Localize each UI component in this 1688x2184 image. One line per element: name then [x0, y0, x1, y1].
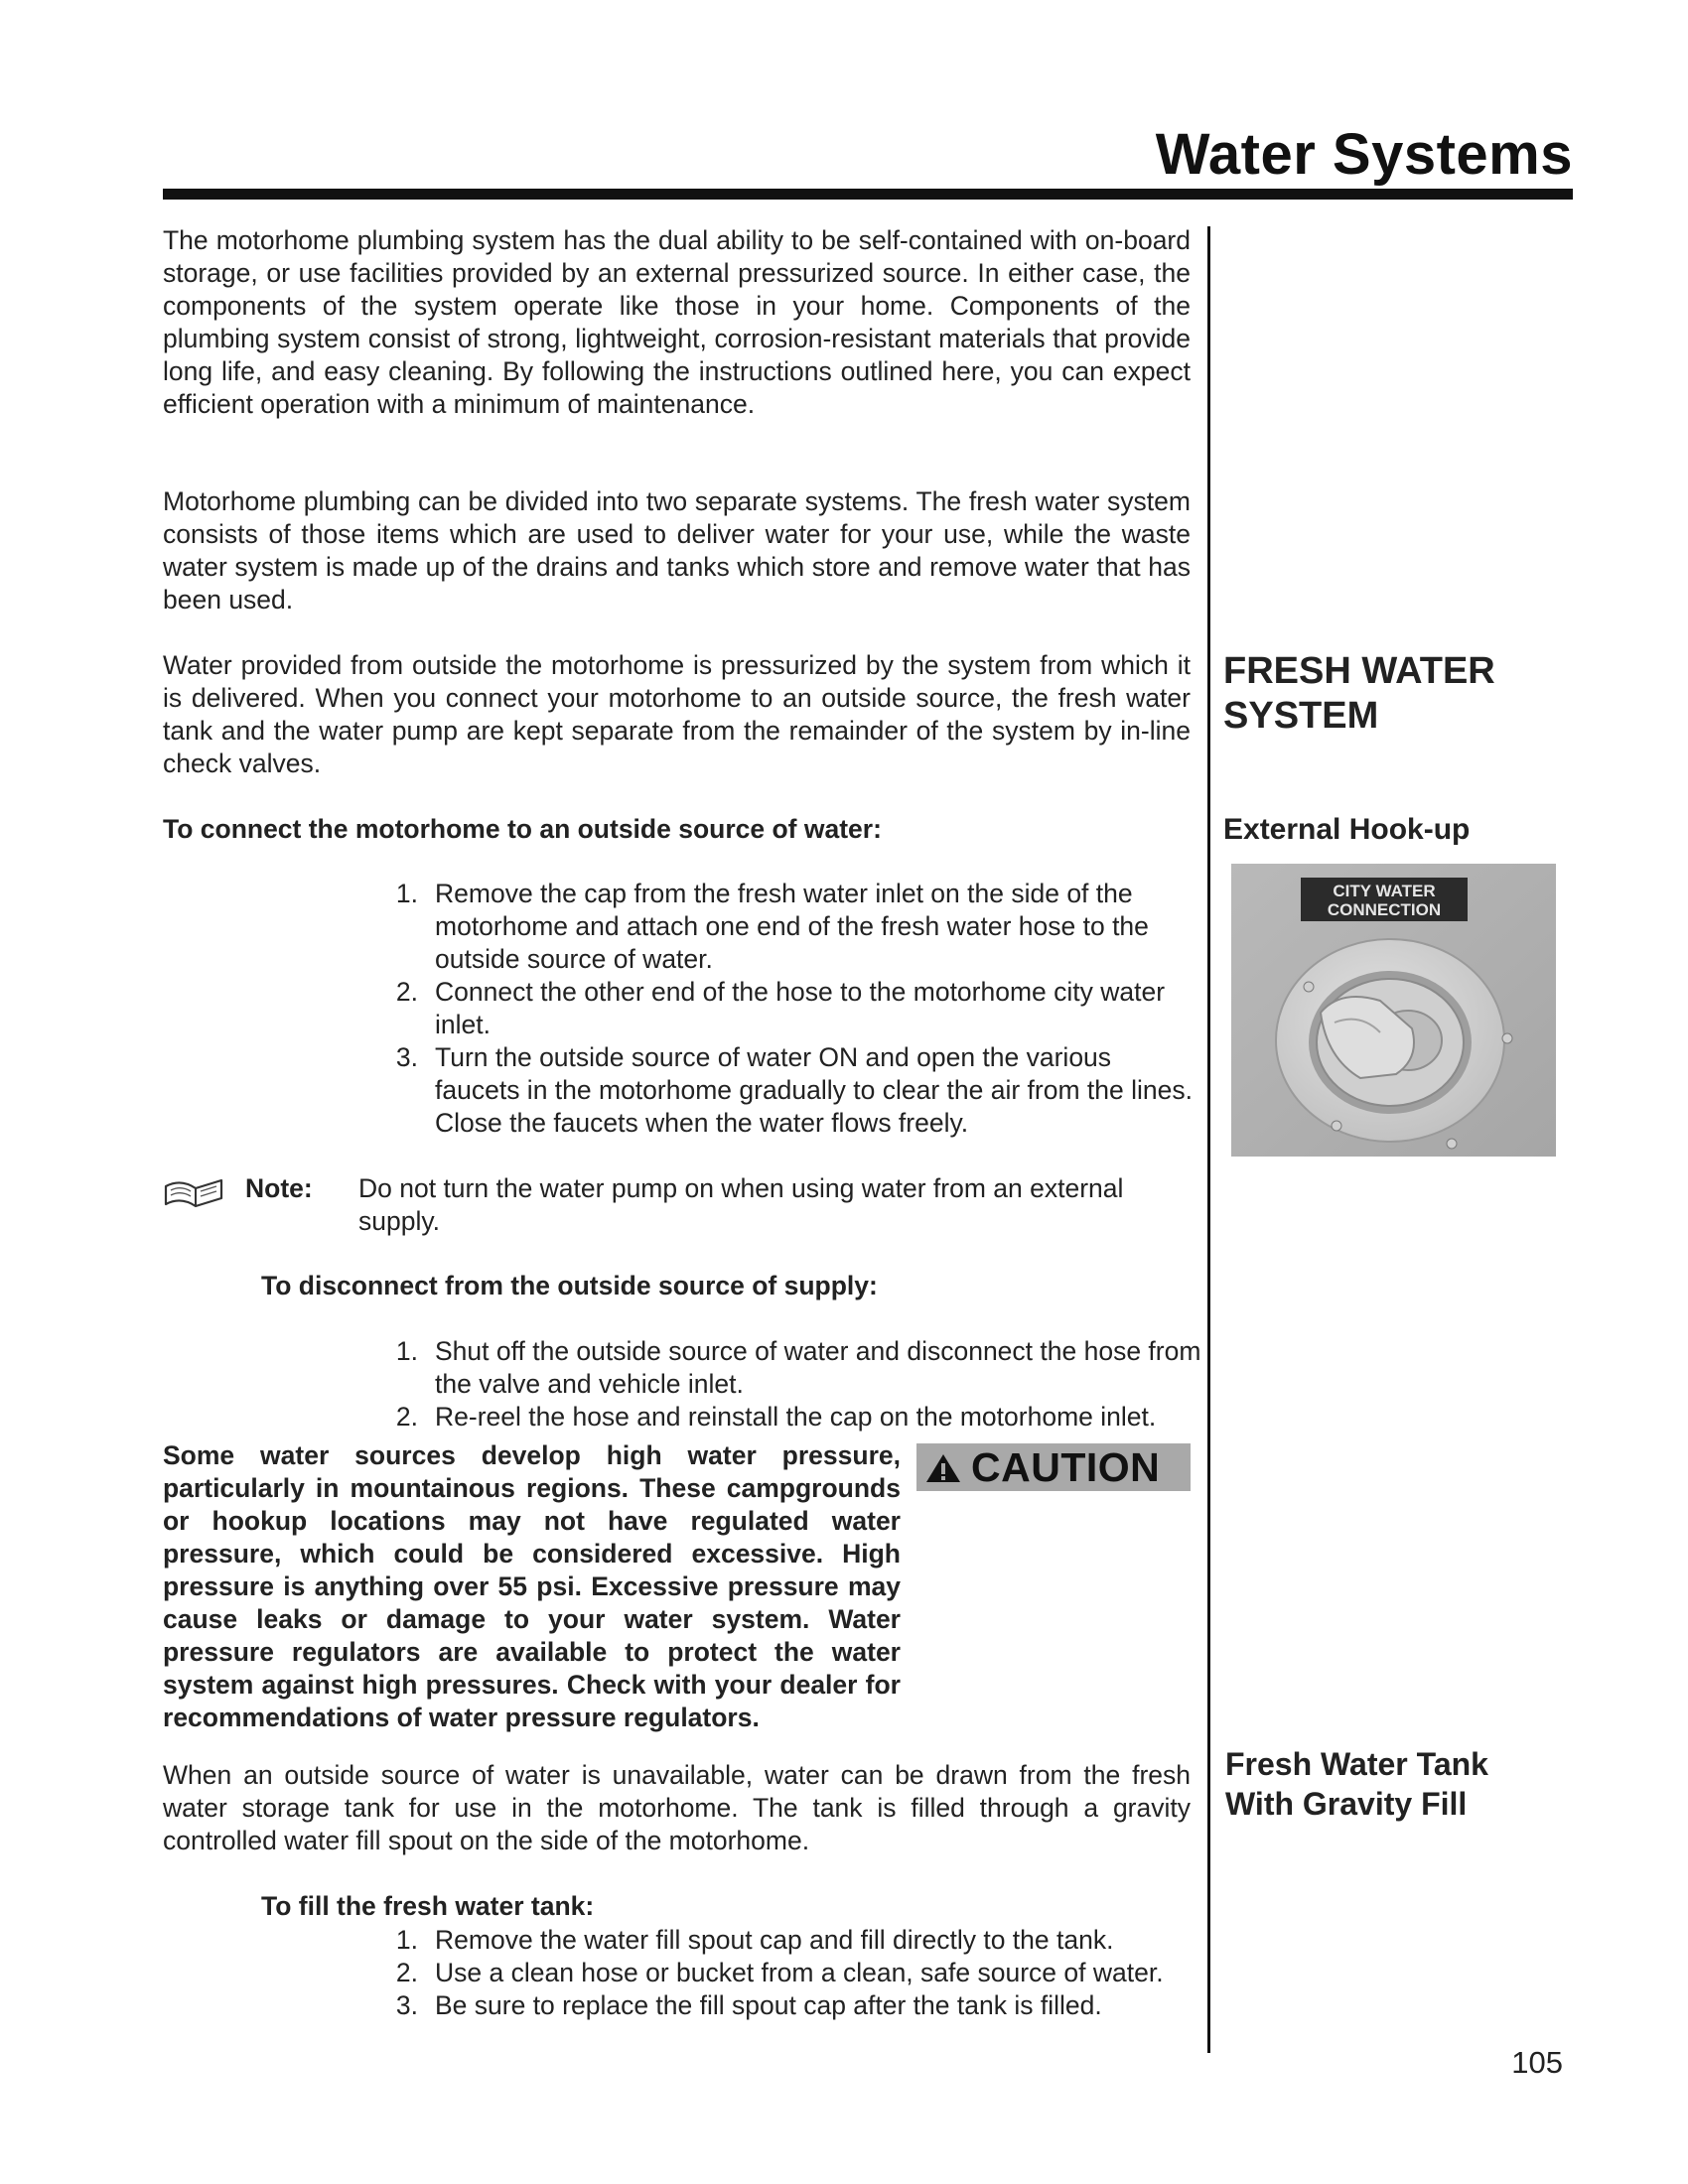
list-item: 3. Turn the outside source of water ON and open the various faucets in the motorhome gradually to clear the air from the lines. Close the faucets when the water flows freely.: [395, 1042, 1193, 1138]
fill-steps: [384, 1924, 1208, 2022]
connect-steps: [384, 878, 1198, 1140]
fresh-water-tank-heading: Fresh Water Tank With Gravity Fill: [1225, 1746, 1488, 1822]
warning-triangle-icon: [925, 1453, 961, 1483]
list-item: 1. Remove the cap from the fresh water inlet on the side of the motorhome and attach one end of the fresh water hose to the outside source of water.: [395, 879, 1149, 974]
photo-label-line2: CONNECTION: [1327, 900, 1442, 919]
caution-text: Some water sources develop high water pressure, particularly in mountainous regions. These campgrounds or hookup locations may not have regulated water pressure, which could be considered excessive. High pressure is anything over 55 psi. Excessive pressure may cause leaks or damage to your water system. Water pressure regulators are available to protect the water system against high pressures. Check with your dealer for recommendations of water pressure regulators.: [163, 1440, 901, 1732]
list-item: 2. Re-reel the hose and reinstall the cap on the motorhome inlet.: [395, 1402, 1157, 1432]
fresh-water-system-heading: FRESH WATER SYSTEM: [1223, 650, 1495, 737]
gravity-fill-paragraph: When an outside source of water is unavailable, water can be drawn from the fresh water storage tank for use in the motorhome. The tank is filled through a gravity controlled water fill spout on the side of the motorhome.: [163, 1760, 1191, 1855]
disconnect-heading: To disconnect from the outside source of supply:: [261, 1271, 878, 1300]
connect-heading: To connect the motorhome to an outside source of water:: [163, 814, 882, 844]
note-block: [163, 1172, 1196, 1238]
systems-paragraph: Motorhome plumbing can be divided into two separate systems. The fresh water system consists of those items which are used to deliver water for your use, while the waste water system is made up of the drains and tanks which store and remove water that has been used.: [163, 486, 1191, 614]
note-label: Note:: [245, 1173, 313, 1203]
page-title: Water Systems: [1155, 122, 1573, 187]
list-item: 2. Connect the other end of the hose to the motorhome city water inlet.: [395, 977, 1166, 1039]
page-number: 105: [1511, 2045, 1563, 2080]
column-divider: [1207, 226, 1210, 2053]
external-water-paragraph: Water provided from outside the motorhome is pressurized by the system from which it is delivered. When you connect your motorhome to an outside source, the fresh water tank and the water pump are kept separate from the remainder of the system by in-line check valves.: [163, 650, 1191, 778]
photo-label-line1: CITY WATER: [1333, 882, 1436, 900]
open-book-icon: [163, 1174, 224, 1210]
fill-heading: To fill the fresh water tank:: [261, 1891, 595, 1921]
external-hookup-heading: External Hook-up: [1223, 813, 1471, 846]
disconnect-steps: [384, 1335, 1208, 1433]
caution-label: CAUTION: [971, 1444, 1161, 1490]
caution-badge: [916, 1443, 1191, 1491]
city-water-connection-photo: [1231, 864, 1556, 1157]
list-item: 3. Be sure to replace the fill spout cap after the tank is filled.: [395, 1990, 1102, 2020]
list-item: 1. Remove the water fill spout cap and fill directly to the tank.: [395, 1925, 1114, 1955]
list-item: 2. Use a clean hose or bucket from a clean, safe source of water.: [395, 1958, 1164, 1987]
title-rule: [163, 189, 1573, 200]
note-text: Do not turn the water pump on when using water from an external supply.: [358, 1173, 1124, 1236]
list-item: 1. Shut off the outside source of water and disconnect the hose from the valve and vehicle inlet.: [395, 1336, 1201, 1399]
intro-paragraph: The motorhome plumbing system has the dual ability to be self-contained with on-board storage, or use facilities provided by an external pressurized source. In either case, the components of the system operate like those in your home. Components of the plumbing system consist of strong, lightweight, corrosion-resistant materials that provide long life, and easy cleaning. By following the instructions outlined here, you can expect efficient operation with a minimum of maintenance.: [163, 225, 1191, 419]
